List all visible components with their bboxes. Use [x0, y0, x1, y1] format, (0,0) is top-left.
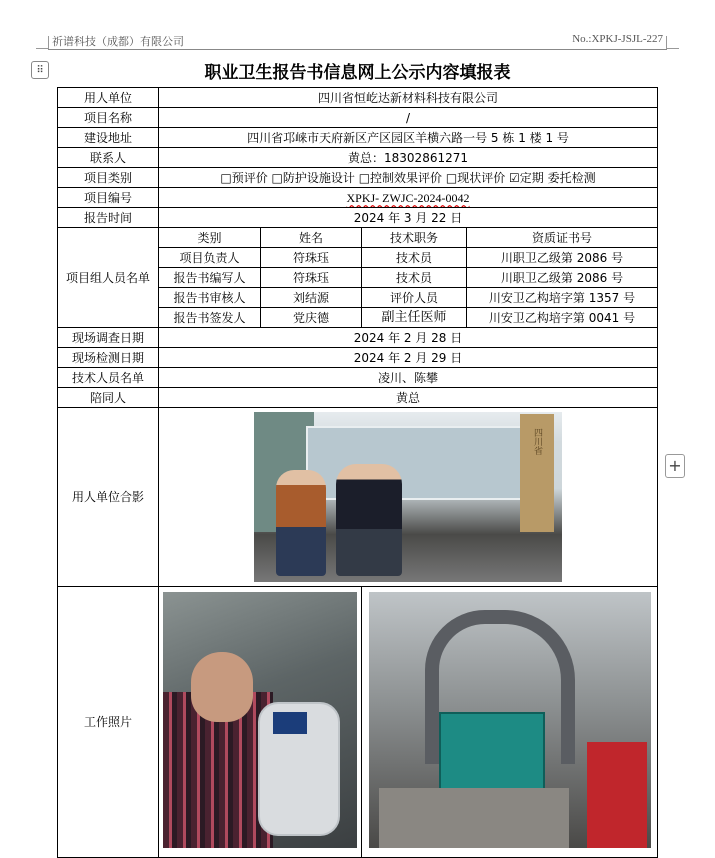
row-contact	[58, 148, 658, 168]
value-employer[interactable]: 四川省恒屹达新材料科技有限公司	[159, 88, 658, 108]
form-table	[57, 87, 658, 858]
team-cell[interactable]: 符珠珏	[261, 248, 362, 268]
value-address[interactable]: 四川省邛崃市天府新区产区园区羊横六路一号 5 栋 1 楼 1 号	[159, 128, 658, 148]
team-cell[interactable]: 川职卫乙级第 2086 号	[467, 248, 658, 268]
value-report-date[interactable]: 2024 年 3 月 22 日	[159, 208, 658, 228]
value-survey-date[interactable]: 2024 年 2 月 28 日	[159, 328, 658, 348]
header-company: 祈谱科技（成都）有限公司	[52, 35, 184, 48]
photo-person-left	[276, 470, 326, 576]
group-photo-cell	[159, 408, 658, 587]
row-group-photo	[58, 408, 658, 587]
team-cell[interactable]: 报告书审核人	[159, 288, 261, 308]
team-col-category: 类别	[159, 228, 261, 248]
team-cell[interactable]: 报告书签发人	[159, 308, 261, 328]
crop-mark-top-left	[36, 36, 49, 49]
project-no-text: XPKJ- ZWJC-2024-0042	[346, 190, 470, 205]
value-accompany[interactable]: 黄总	[159, 388, 658, 408]
label-contact: 联系人	[58, 148, 159, 168]
work-photo-image-1[interactable]	[163, 592, 357, 848]
team-col-name: 姓名	[261, 228, 362, 248]
team-cell[interactable]: 评价人员	[362, 288, 467, 308]
work-photo-cell-2	[362, 587, 658, 858]
team-cell[interactable]: 川安卫乙构培字第 1357 号	[467, 288, 658, 308]
add-row-plus-icon[interactable]: +	[665, 454, 685, 478]
team-cell[interactable]: 符珠珏	[261, 268, 362, 288]
row-employer	[58, 88, 658, 108]
label-report-date: 报告时间	[58, 208, 159, 228]
label-project-name: 项目名称	[58, 108, 159, 128]
row-accompany	[58, 388, 658, 408]
team-cell[interactable]: 技术员	[362, 248, 467, 268]
row-report-date	[58, 208, 658, 228]
value-contact[interactable]: 黄总：18302861271	[159, 148, 658, 168]
row-address	[58, 128, 658, 148]
team-cell[interactable]: 副主任医师	[362, 308, 467, 328]
table-move-handle-icon[interactable]: ⠿	[31, 61, 49, 79]
value-technicians[interactable]: 凌川、陈攀	[159, 368, 658, 388]
photo-workbench	[379, 788, 569, 848]
label-employer: 用人单位	[58, 88, 159, 108]
header-doc-number: No.:XPKJ-JSJL-227	[572, 33, 663, 45]
team-cell[interactable]: 技术员	[362, 268, 467, 288]
photo-plaque	[520, 414, 554, 532]
team-cell[interactable]: 项目负责人	[159, 248, 261, 268]
photo-plaque-text: 四川省	[532, 428, 542, 455]
team-cell[interactable]: 川职卫乙级第 2086 号	[467, 268, 658, 288]
value-project-name[interactable]: /	[159, 108, 658, 128]
label-group-photo: 用人单位合影	[58, 408, 159, 587]
row-project-type	[58, 168, 658, 188]
value-project-type[interactable]: □预评价 □防护设施设计 □控制效果评价 □现状评价 ☑定期 委托检测	[159, 168, 658, 188]
row-test-date	[58, 348, 658, 368]
label-test-date: 现场检测日期	[58, 348, 159, 368]
team-col-title: 技术职务	[362, 228, 467, 248]
row-work-photos	[58, 587, 658, 858]
label-project-no: 项目编号	[58, 188, 159, 208]
header-divider	[48, 49, 667, 50]
label-team: 项目组人员名单	[58, 228, 159, 328]
team-cell[interactable]: 川安卫乙构培字第 0041 号	[467, 308, 658, 328]
work-photo-image-2[interactable]	[369, 592, 651, 848]
label-address: 建设地址	[58, 128, 159, 148]
crop-mark-top-right	[666, 36, 679, 49]
photo-meter-screen	[273, 712, 307, 734]
photo-welder	[587, 742, 647, 848]
photo-head	[191, 652, 253, 722]
team-cell[interactable]: 刘结源	[261, 288, 362, 308]
label-accompany: 陪同人	[58, 388, 159, 408]
label-survey-date: 现场调查日期	[58, 328, 159, 348]
page-title: 职业卫生报告书信息网上公示内容填报表	[204, 63, 511, 83]
work-photo-cell-1	[159, 587, 362, 858]
row-survey-date	[58, 328, 658, 348]
value-test-date[interactable]: 2024 年 2 月 29 日	[159, 348, 658, 368]
group-photo-image[interactable]	[254, 412, 562, 582]
photo-person-right	[336, 464, 402, 576]
row-project-name	[58, 108, 658, 128]
label-technicians: 技术人员名单	[58, 368, 159, 388]
team-cell[interactable]: 党庆德	[261, 308, 362, 328]
label-project-type: 项目类别	[58, 168, 159, 188]
team-cell[interactable]: 报告书编写人	[159, 268, 261, 288]
row-project-no	[58, 188, 658, 208]
team-col-cert: 资质证书号	[467, 228, 658, 248]
value-project-no[interactable]	[159, 188, 658, 208]
team-header-row	[58, 228, 658, 248]
row-technicians	[58, 368, 658, 388]
label-work-photos: 工作照片	[58, 587, 159, 858]
